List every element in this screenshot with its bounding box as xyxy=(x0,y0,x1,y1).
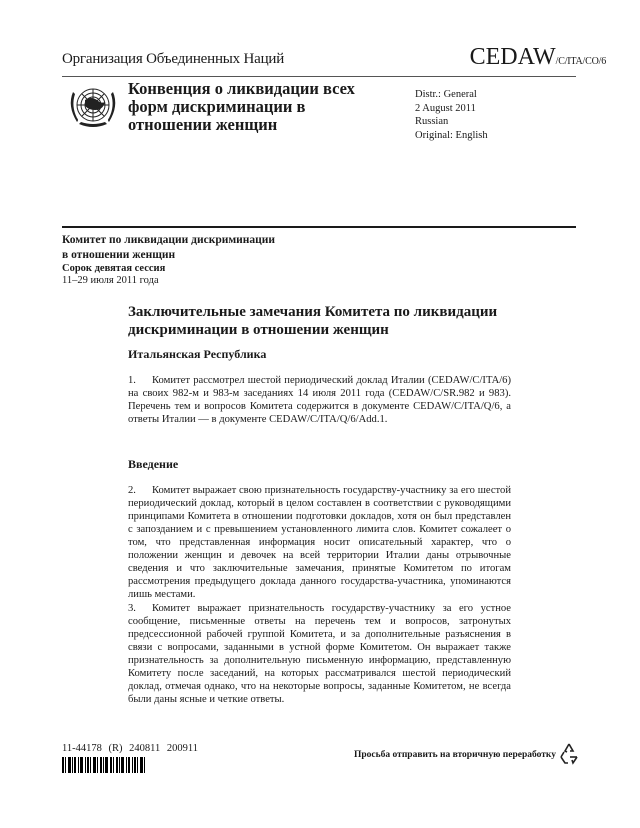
intro-heading: Введение xyxy=(128,457,179,471)
paragraph-text: Комитет рассмотрел шестой периодический доклад Италии (CEDAW/C/ITA/6) на своих 982-м и 983-м заседаниях 14 июля 2011 года (CEDAW/C/SR.982 и 983). Перечень тем и вопросов Комитета содержится в документе CEDAW/C/ITA/Q/6, а ответы Италии — в документе CEDAW/C/ITA/Q/6/Add.1. xyxy=(128,375,511,425)
paragraph-1 xyxy=(128,374,511,426)
paragraph-2 xyxy=(128,484,511,601)
barcode-icon xyxy=(62,757,158,773)
recycle-icon xyxy=(557,741,581,765)
symbol-main: CEDAW xyxy=(469,44,556,70)
distr-original: Original: English xyxy=(415,129,488,141)
recycle-notice: Просьба отправить на вторичную переработку xyxy=(354,750,556,760)
document-title: Заключительные замечания Комитета по ликвидации дискриминации в отношении женщин xyxy=(128,304,498,338)
un-emblem-icon xyxy=(65,80,121,132)
header-divider xyxy=(62,76,576,77)
footer-document-code: 11-44178 (R) 240811 200911 xyxy=(62,743,198,754)
convention-title: Конвенция о ликвидации всех форм дискриминации в отношении женщин xyxy=(128,79,355,134)
section-divider xyxy=(62,226,576,228)
symbol-suffix: /C/ITA/CO/6 xyxy=(555,56,606,67)
distribution-info xyxy=(415,88,488,142)
committee-name-line1: Комитет по ликвидации дискриминации xyxy=(62,234,276,246)
distr-status: Distr.: General xyxy=(415,89,477,100)
committee-name xyxy=(62,233,275,263)
session-name: Сорок девятая сессия xyxy=(62,263,166,274)
session-dates: 11–29 июля 2011 года xyxy=(62,275,159,286)
paragraph-3 xyxy=(128,602,511,706)
country-heading: Итальянская Республика xyxy=(128,347,267,361)
paragraph-text: Комитет выражает свою признательность государству-участнику за его шестой периодический доклад, который в целом составлен в соответствии с руководящими принципами Комитета в отношении подготовки докладов, хотя он был представлен с запозданием и с превышением установленного лимита слов. Комитет сожалеет о том, что представленная информация носит описательный характер, что о положении женщин и девочек на всей территории Италии даны отрывочные сведения и что заключительные замечания, принятые Комитетом по итогам рассмотрения предыдущего доклада данного государства-участника, упоминаются лишь местами. xyxy=(128,485,511,600)
document-symbol xyxy=(470,44,606,71)
paragraph-number: 2. xyxy=(128,485,136,496)
organization-name: Организация Объединенных Наций xyxy=(62,51,285,67)
distr-language: Russian xyxy=(415,116,449,127)
paragraph-number: 1. xyxy=(128,375,136,386)
paragraph-text: Комитет выражает признательность государству-участнику за его устное сообщение, письменные ответы на перечень тем и вопросов, затронутых предсессионной рабочей группой Комитета, и за дополнительные разъяснения в связи с вопросами, заданными в устной форме Комитетом. Он выражает также признательность за дополнительную письменную информацию, представленную Комитету после заседаний, на которых рассматривался шестой периодический доклад, отмечая однако, что на некоторые вопросы, заданные Комитетом, не всегда были даны ясные и четкие ответы. xyxy=(128,603,511,705)
distr-date: 2 August 2011 xyxy=(415,102,476,114)
paragraph-number: 3. xyxy=(128,603,136,614)
committee-name-line2: в отношении женщин xyxy=(62,249,176,261)
